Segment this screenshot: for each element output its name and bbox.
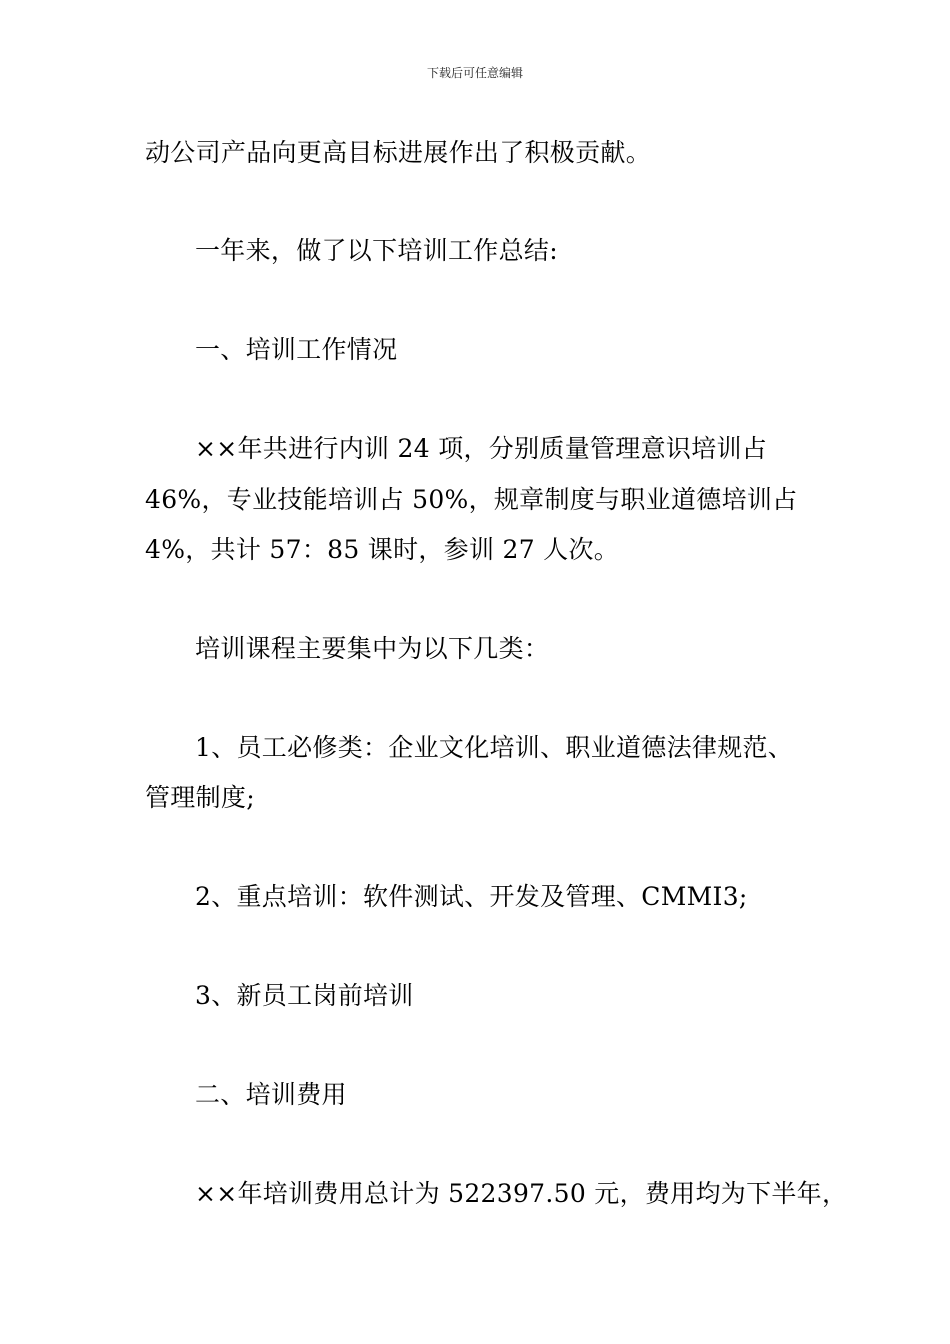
- paragraph-line-2: 一年来，做了以下培训工作总结:: [195, 236, 558, 265]
- paragraph-line-13: ××年培训费用总计为 522397.50 元，费用均为下半年，: [195, 1179, 848, 1208]
- section-heading-2: 二、培训费用: [195, 1080, 347, 1109]
- list-item-1-continued: 管理制度;: [145, 783, 255, 812]
- paragraph-line-1: 动公司产品向更高目标进展作出了积极贡献。: [145, 138, 652, 167]
- list-item-1: 1、员工必修类：企业文化培训、职业道德法律规范、: [195, 733, 794, 762]
- list-item-2: 2、重点培训：软件测试、开发及管理、CMMI3;: [195, 882, 748, 911]
- page-header: 下载后可任意编辑: [426, 66, 523, 80]
- paragraph-line-5: 46%，专业技能培训占 50%，规章制度与职业道德培训占: [145, 485, 798, 514]
- section-heading-1: 一、培训工作情况: [195, 335, 398, 364]
- paragraph-line-4: ××年共进行内训 24 项，分别质量管理意识培训占: [195, 434, 768, 463]
- paragraph-line-6: 4%，共计 57：85 课时，参训 27 人次。: [145, 535, 620, 564]
- list-item-3: 3、新员工岗前培训: [195, 981, 414, 1010]
- paragraph-line-7: 培训课程主要集中为以下几类：: [195, 634, 550, 663]
